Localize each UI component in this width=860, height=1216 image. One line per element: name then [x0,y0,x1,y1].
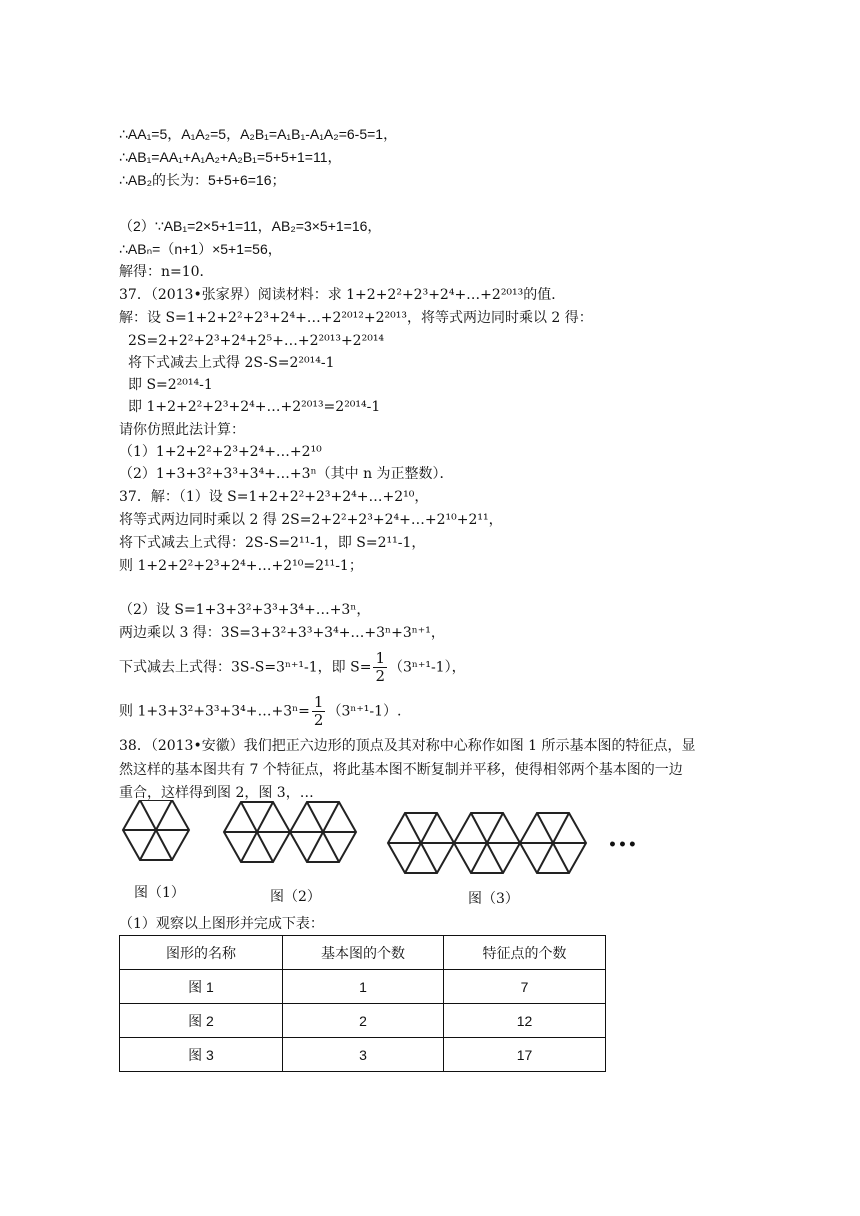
solution-37-line: 37．解：（1）设 S=1+2+2²+2³+2⁴+…+2¹⁰， [119,489,429,505]
result-line-text: 则 1+3+3²+3³+3⁴+…+3ⁿ= [119,703,310,720]
table-cell: 图 1 [120,970,283,1004]
fraction-line-text: （3ⁿ⁺¹-1）， [388,659,466,676]
solution-line-3: ∴AB₂的长为：5+5+6=16； [119,172,286,188]
table-cell: 17 [444,1038,606,1072]
problem-37-line: 解：设 S=1+2+2²+2³+2⁴+…+2²⁰¹²+2²⁰¹³，将等式两边同时乘以 2 得： [119,310,593,326]
fraction-denominator: 2 [375,667,385,685]
solution-37-line: 将等式两边同时乘以 2 得 2S=2+2²+2³+2⁴+…+2¹⁰+2¹¹， [119,512,503,528]
problem-38-line: 然这样的基本图共有 7 个特征点，将此基本图不断复制并平移，使得相邻两个基本图的一边 [119,762,683,778]
header-feature-count: 特征点的个数 [444,936,606,970]
part2-answer: 解得：n=10． [119,264,214,280]
hexagon-figure-1 [123,800,189,860]
figure-3-caption: 图（3） [468,891,519,907]
fraction-numerator: 1 [375,649,385,667]
hexagon-figure-3 [388,813,586,873]
table-cell: 图 3 [120,1038,283,1072]
solution-37-part2-line: 两边乘以 3 得：3S=3+3²+3³+3⁴+…+3ⁿ+3ⁿ⁺¹， [119,625,445,641]
header-figure-name: 图形的名称 [120,936,283,970]
hexagon-figures-svg [118,800,638,915]
fraction-one-half [312,694,326,729]
hexagon-figure-2 [224,802,356,862]
solution-line-1: ∴AA₁=5，A₁A₂=5，A₂B₁=A₁B₁-A₁A₂=6-5=1， [119,126,398,142]
figure-1-caption: 图（1） [134,885,185,901]
table-header-row [120,936,606,970]
result-line-text: （3ⁿ⁺¹-1）. [327,703,402,720]
problem-37-instruction: 请你仿照此法计算： [119,422,245,438]
table-cell: 2 [283,1004,444,1038]
fraction-line-text: 下式减去上式得：3S-S=3ⁿ⁺¹-1，即 S= [119,659,372,676]
problem-38-line: 38．（2013•安徽）我们把正六边形的顶点及其对称中心称作如图 1 所示基本图的特征点，显 [119,738,696,754]
solution-line-2: ∴AB₁=AA₁+A₁A₂+A₂B₁=5+5+1=11， [119,149,342,165]
table-cell: 12 [444,1004,606,1038]
table-row [120,1038,606,1072]
problem-38-part1: （1）观察以上图形并完成下表： [119,916,324,932]
figure-2-caption: 图（2） [270,889,321,905]
table-cell: 1 [283,970,444,1004]
problem-37-part1: （1）1+2+2²+2³+2⁴+…+2¹⁰ [119,444,322,460]
problem-38-line: 重合，这样得到图 2，图 3，… [119,785,314,801]
part2-line-2: ∴ABₙ=（n+1）×5+1=56， [119,241,282,257]
fraction-one-half [373,650,387,685]
table-row [120,970,606,1004]
header-basic-count: 基本图的个数 [283,936,444,970]
solution-37-fraction-line [119,650,466,685]
solution-37-part2-line: （2）设 S=1+3+3²+3³+3⁴+…+3ⁿ， [119,602,371,618]
problem-37-line: 即 S=2²⁰¹⁴-1 [128,377,213,393]
problem-37-line: 即 1+2+2²+2³+2⁴+…+2²⁰¹³=2²⁰¹⁴-1 [128,399,381,415]
table-row [120,1004,606,1038]
fraction-denominator: 2 [313,711,324,729]
fraction-numerator: 1 [313,693,324,711]
solution-37-line: 将下式减去上式得：2S-S=2¹¹-1，即 S=2¹¹-1， [119,535,426,551]
table-cell: 图 2 [120,1004,283,1038]
table-cell: 7 [444,970,606,1004]
solution-37-result-line [119,694,402,729]
problem-37-title: 37．（2013•张家界）阅读材料：求 1+2+2²+2³+2⁴+…+2²⁰¹³的值． [119,287,566,303]
problem-37-line: 将下式减去上式得 2S-S=2²⁰¹⁴-1 [128,355,335,371]
hexagon-figures [118,800,638,915]
table-cell: 3 [283,1038,444,1072]
feature-points-table [119,935,606,1072]
problem-37-line: 2S=2+2²+2³+2⁴+2⁵+…+2²⁰¹³+2²⁰¹⁴ [128,333,385,349]
part2-line-1: （2）∵AB₁=2×5+1=11，AB₂=3×5+1=16， [119,218,382,234]
solution-37-line: 则 1+2+2²+2³+2⁴+…+2¹⁰=2¹¹-1； [119,558,363,574]
problem-37-part2: （2）1+3+3²+3³+3⁴+…+3ⁿ（其中 n 为正整数）． [119,466,454,482]
ellipsis-mark: ••• [608,837,638,853]
